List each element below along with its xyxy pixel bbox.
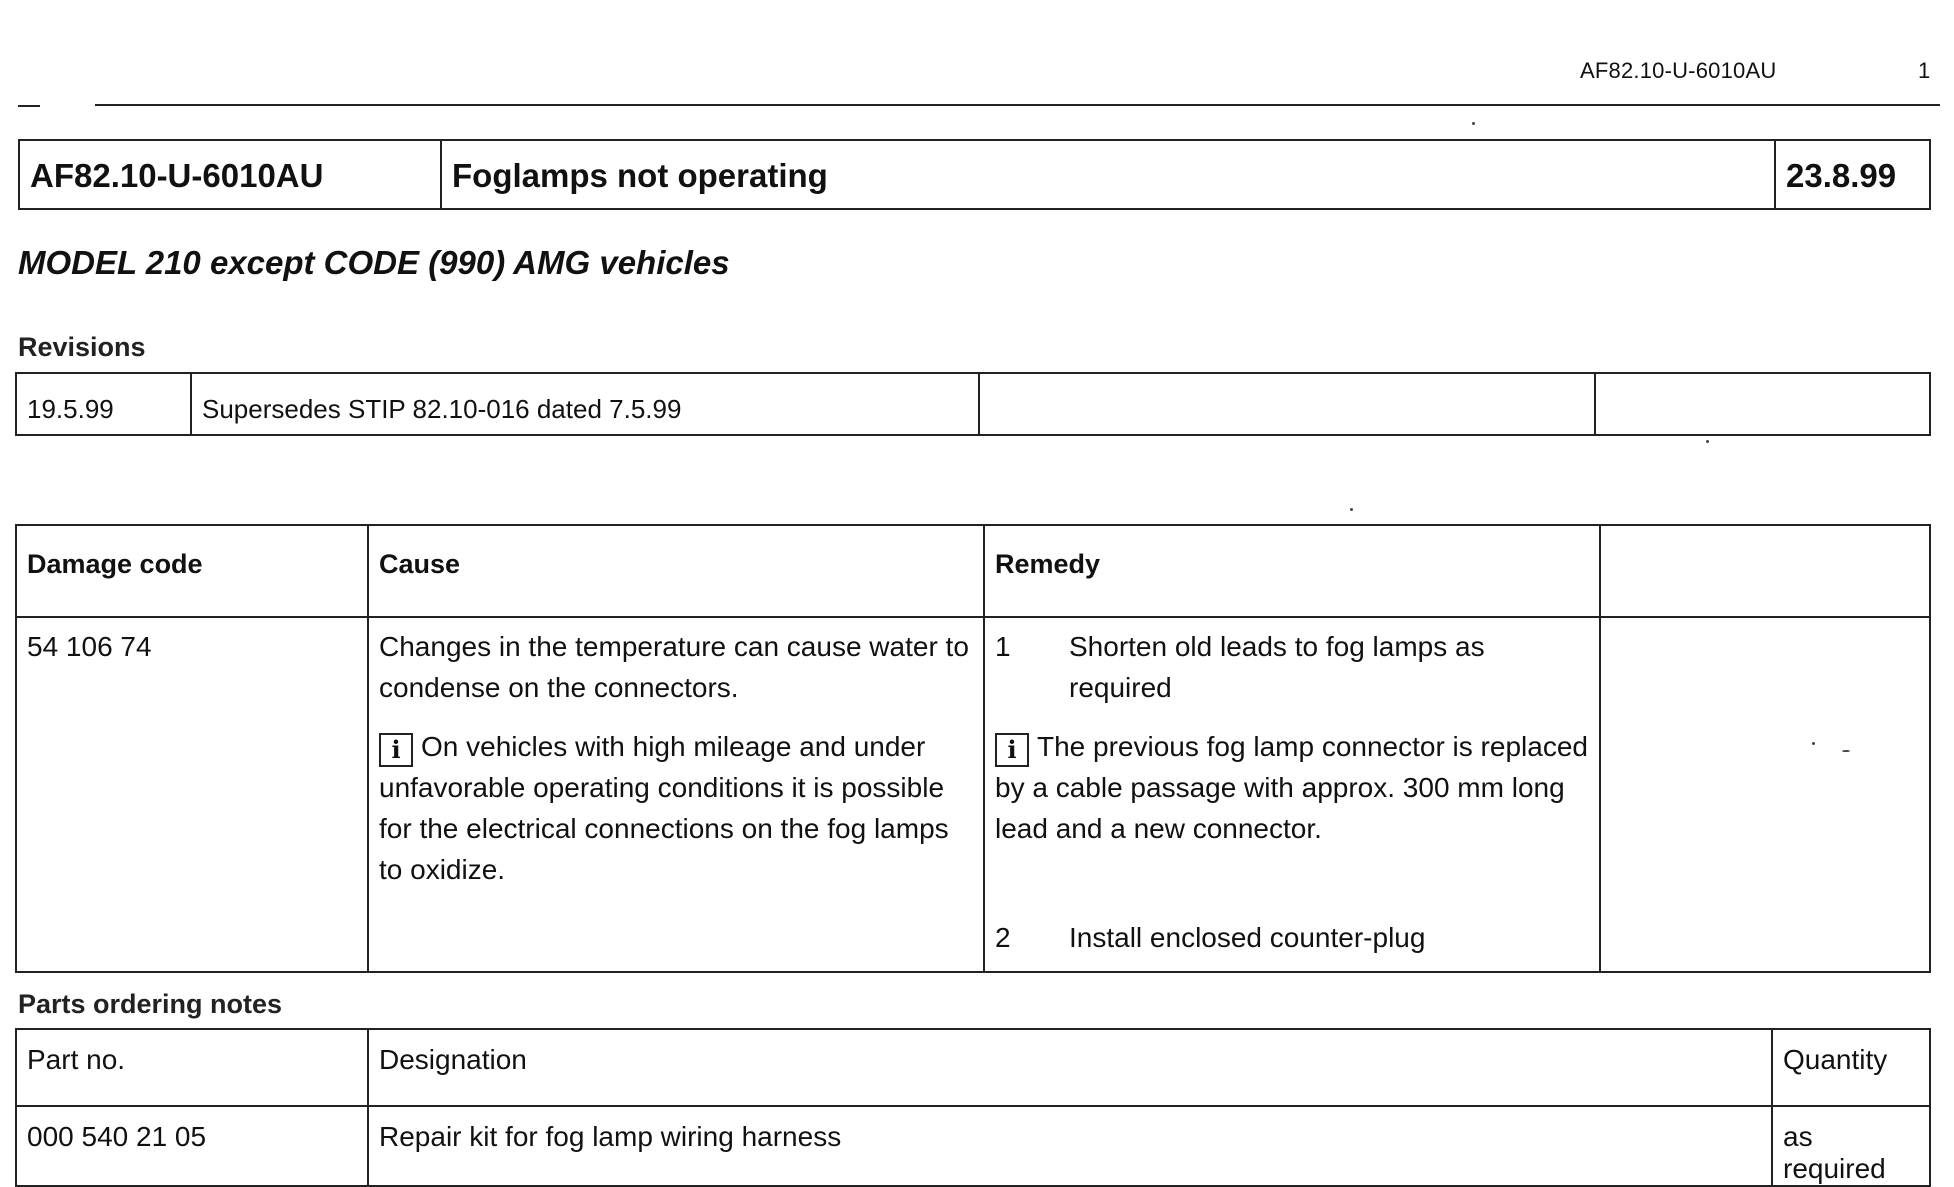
extra-cell xyxy=(1600,617,1930,972)
extra-header xyxy=(1600,525,1930,617)
doc-code: AF82.10-U-6010AU xyxy=(19,140,441,209)
part-no-header: Part no. xyxy=(16,1029,368,1106)
revisions-label: Revisions xyxy=(18,332,146,362)
header-rule-short xyxy=(18,105,40,107)
remedy-step-2-text: Install enclosed counter-plug xyxy=(1069,922,1426,953)
quantity-value: as required xyxy=(1772,1106,1930,1186)
scan-speck xyxy=(1812,742,1815,745)
revision-date: 19.5.99 xyxy=(16,373,191,435)
revision-col4 xyxy=(1595,373,1930,435)
revisions-table xyxy=(15,372,1931,436)
header-rule xyxy=(95,104,1940,106)
revision-col3 xyxy=(979,373,1595,435)
damage-row xyxy=(16,617,1930,972)
remedy-step-1-number: 1 xyxy=(995,631,1011,662)
title-table xyxy=(18,139,1931,210)
scan-speck xyxy=(1350,508,1353,511)
remedy-header: Remedy xyxy=(984,525,1600,617)
quantity-header: Quantity xyxy=(1772,1029,1930,1106)
designation-header: Designation xyxy=(368,1029,1772,1106)
doc-date: 23.8.99 xyxy=(1775,140,1930,209)
remedy-note: The previous fog lamp connector is replaced by a cable passage with approx. 300 mm long lead and a new connector. xyxy=(995,731,1588,844)
doc-id-header: AF82.10-U-6010AU xyxy=(1580,58,1777,83)
info-icon: i xyxy=(379,733,413,767)
damage-header-row xyxy=(16,525,1930,617)
doc-subject: Foglamps not operating xyxy=(441,140,1775,209)
cause-text-1: Changes in the temperature can cause water to condense on the connectors. xyxy=(379,631,969,703)
designation-value: Repair kit for fog lamp wiring harness xyxy=(368,1106,1772,1186)
model-line: MODEL 210 except CODE (990) AMG vehicles xyxy=(18,244,730,281)
parts-row xyxy=(16,1106,1930,1186)
damage-code-value: 54 106 74 xyxy=(16,617,368,972)
revision-text: Supersedes STIP 82.10-016 dated 7.5.99 xyxy=(191,373,979,435)
scan-speck xyxy=(1706,440,1709,443)
remedy-note-wrap xyxy=(995,726,1589,849)
remedy-cell xyxy=(984,617,1600,972)
page-number: 1 xyxy=(1918,58,1931,83)
cause-text-2-wrap xyxy=(379,726,973,890)
cause-cell xyxy=(368,617,984,972)
cause-header: Cause xyxy=(368,525,984,617)
parts-table xyxy=(15,1028,1931,1187)
parts-label: Parts ordering notes xyxy=(18,989,283,1019)
part-no-value: 000 540 21 05 xyxy=(16,1106,368,1186)
scan-speck xyxy=(1842,750,1850,752)
scan-speck xyxy=(1472,122,1475,125)
cause-text-2: On vehicles with high mileage and under unfavorable operating conditions it is possible for the electrical connections on the fog lamps to oxidize. xyxy=(379,731,949,885)
info-icon: i xyxy=(995,733,1029,767)
remedy-step-1-text: Shorten old leads to fog lamps as required xyxy=(1069,631,1485,703)
damage-table xyxy=(15,524,1931,973)
revision-row xyxy=(16,373,1930,435)
damage-code-header: Damage code xyxy=(16,525,368,617)
remedy-step-1 xyxy=(995,626,1589,708)
title-row xyxy=(19,140,1930,209)
parts-header-row xyxy=(16,1029,1930,1106)
remedy-step-2 xyxy=(995,917,1589,958)
remedy-step-2-number: 2 xyxy=(995,922,1011,953)
